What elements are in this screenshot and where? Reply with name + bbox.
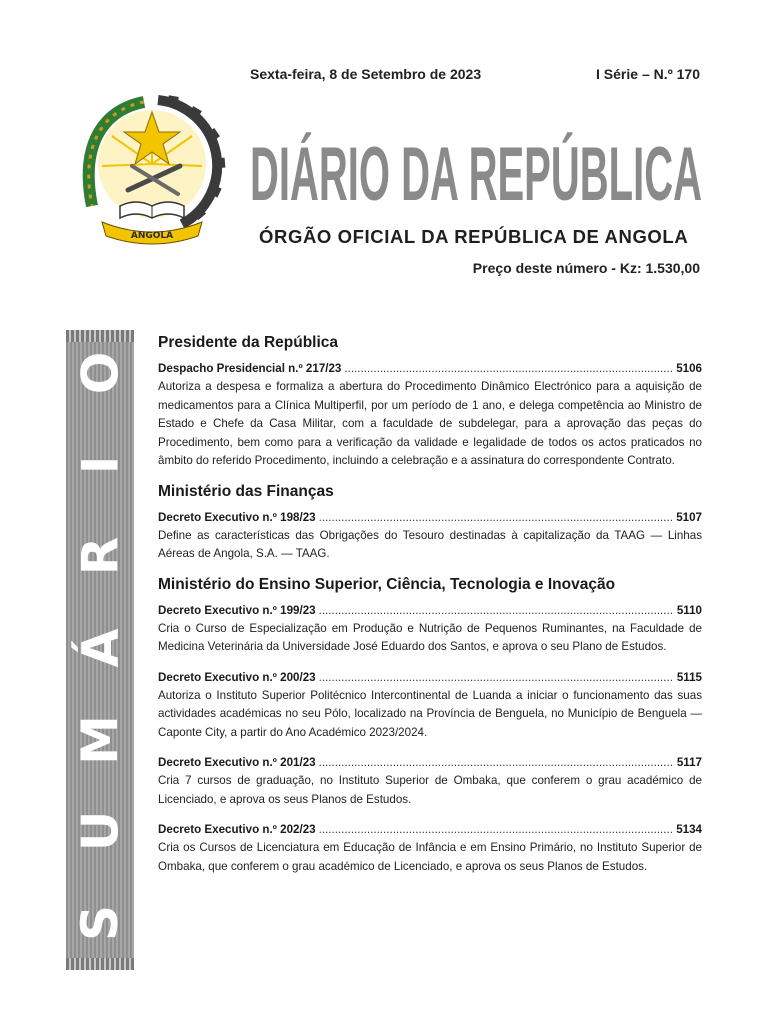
entry-label[interactable]: Decreto Executivo n.º 201/23 bbox=[158, 756, 316, 769]
entry-heading bbox=[158, 754, 702, 772]
issue-number: I Série – N.º 170 bbox=[596, 66, 700, 82]
entry-label[interactable]: Decreto Executivo n.º 200/23 bbox=[158, 670, 316, 684]
entry-page-number: 5110 bbox=[676, 603, 702, 617]
entry-label[interactable]: Decreto Executivo n.º 199/23 bbox=[158, 603, 316, 617]
dot-leader bbox=[319, 754, 674, 772]
entry-description: Define as características das Obrigações do Tesouro destinadas à capitalização da TAAG — Linhas Aéreas de Angola, S.A. — TAAG. bbox=[158, 528, 702, 560]
dot-leader bbox=[319, 509, 674, 527]
dot-leader bbox=[319, 602, 674, 620]
entry-description: Autoriza o Instituto Superior Politécnico Intercontinental de Luanda a iniciar o funcionamento das suas actividades académicas no seu Pólo, localizado na Província de Benguela, no Município de Benguela — Caponte City, a partir do Ano Académico 2023/2024. bbox=[158, 688, 702, 739]
entry-label[interactable]: Decreto Executivo n.º 198/23 bbox=[158, 510, 316, 524]
dot-leader bbox=[319, 669, 674, 687]
angola-coat-of-arms-icon bbox=[62, 86, 240, 246]
entry-description: Cria os Cursos de Licenciatura em Educação de Infância e em Ensino Primário, no Instituto Superior de Ombaka, que conferem o grau académico de Licenciado, e aprova os seus Planos de Estudos. bbox=[158, 841, 702, 873]
summary-letters bbox=[66, 348, 134, 948]
summary-letter: I bbox=[70, 455, 129, 474]
summary-content bbox=[158, 334, 702, 888]
dot-leader bbox=[344, 360, 673, 378]
entry-label[interactable]: Despacho Presidencial n.º 217/23 bbox=[158, 362, 342, 375]
entry-description: Cria o Curso de Especialização em Produção e Nutrição de Pequenos Ruminantes, na Faculdade de Medicina Veterinária da Universidade José Eduardo dos Santos, e aprova o seu Plano de Estudos. bbox=[158, 621, 702, 653]
summary-entry bbox=[158, 602, 702, 657]
masthead-title bbox=[246, 128, 706, 214]
summary-letter: Á bbox=[70, 628, 129, 668]
entry-heading bbox=[158, 509, 702, 527]
summary-entry bbox=[158, 509, 702, 564]
entry-page-number: 5107 bbox=[676, 510, 702, 524]
summary-letter: U bbox=[70, 810, 129, 852]
entry-heading bbox=[158, 602, 702, 620]
price-label: Preço deste número - Kz: 1.530,00 bbox=[472, 260, 700, 276]
entry-page-number: 5115 bbox=[676, 670, 702, 684]
dot-leader bbox=[319, 821, 674, 839]
entry-page-number: 5106 bbox=[676, 362, 702, 375]
summary-entry bbox=[158, 360, 702, 471]
summary-entry bbox=[158, 754, 702, 809]
entry-label[interactable]: Decreto Executivo n.º 202/23 bbox=[158, 823, 316, 836]
summary-entry bbox=[158, 821, 702, 876]
masthead-text: DIÁRIO DA REPÚBLICA bbox=[250, 132, 702, 214]
entry-page-number: 5134 bbox=[676, 823, 702, 836]
entry-heading bbox=[158, 360, 702, 378]
entry-heading bbox=[158, 669, 702, 687]
entry-heading bbox=[158, 821, 702, 839]
summary-entry bbox=[158, 669, 702, 743]
summary-letter: M bbox=[70, 714, 129, 765]
entry-page-number: 5117 bbox=[676, 756, 702, 769]
summary-side-band bbox=[66, 330, 134, 970]
entry-description: Autoriza a despesa e formaliza a abertura do Procedimento Dinâmico Electrónico para a aquisição de medicamentos para a Clínica Multiperfil, por um período de 1 ano, e delega competência ao Ministro de Estado e Chefe da Casa Militar, com a faculdade de subdelegar, para a aprovação das peças do Procedimento, bem como para a verificação da validade e legalidade de todos os actos praticados no âmbito do referido Procedimento, incluindo a celebração e a assinatura do correspondente Contrato. bbox=[158, 380, 702, 467]
issue-date: Sexta-feira, 8 de Setembro de 2023 bbox=[250, 66, 482, 82]
emblem-banner-text: ANGOLA bbox=[130, 231, 174, 241]
entry-description: Cria 7 cursos de graduação, no Instituto Superior de Ombaka, que conferem o grau académico de Licenciado, e aprova os seus Planos de Estudos. bbox=[158, 774, 702, 806]
subtitle: ÓRGÃO OFICIAL DA REPÚBLICA DE ANGOLA bbox=[259, 226, 689, 247]
section-title: Ministério das Finanças bbox=[158, 482, 334, 500]
summary-letter: O bbox=[70, 351, 129, 395]
section-title: Ministério do Ensino Superior, Ciência, Tecnologia e Inovação bbox=[158, 575, 616, 593]
section-title: Presidente da República bbox=[158, 334, 339, 351]
summary-letter: S bbox=[70, 904, 129, 941]
summary-letter: R bbox=[70, 537, 129, 576]
